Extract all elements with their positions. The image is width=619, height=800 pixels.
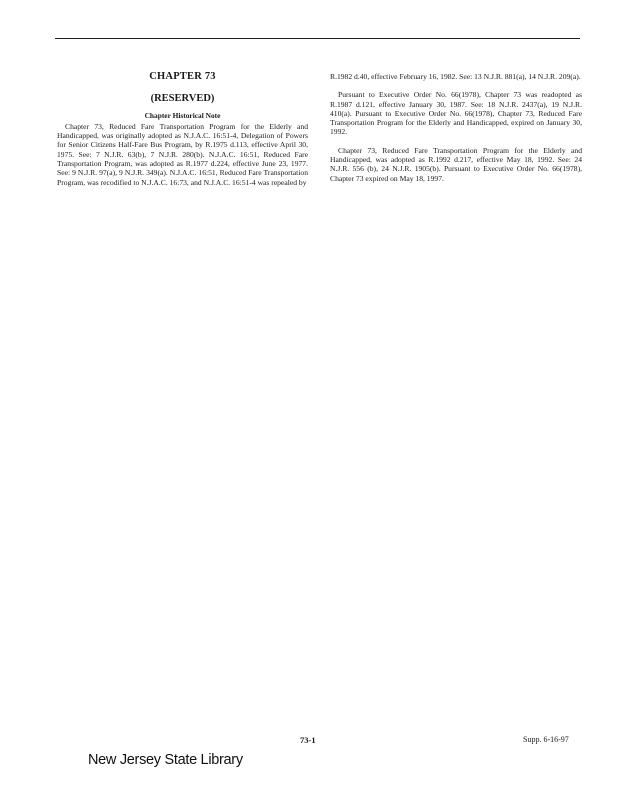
historical-note-continuation: R.1982 d.40, effective February 16, 1982. See: 13 N.J.R. 881(a), 14 N.J.R. 209(a). <box>330 72 581 81</box>
historical-note-heading: Chapter Historical Note <box>144 110 221 120</box>
adoption-expiration-paragraph: Chapter 73, Reduced Fare Transportation Program for the Elderly and Handicapped, was adopted as R.1992 d.217, effective May 18, 1992. See: 24 N.J.R. 556 (b), 24 N.J.R. 1905(b). Pursuant to Executive Order No. 66(1978), Chapter 73 expired on May 18, 1997. <box>330 145 582 183</box>
chapter-title: CHAPTER 73 <box>149 71 216 82</box>
page-number: 73-1 <box>300 735 316 745</box>
historical-note-paragraph: Chapter 73, Reduced Fare Transportation Program for the Elderly and Handicapped, was originally adopted as N.J.A.C. 16:51-4, Delegation of Powers for Senior Citizens Half-Fare Bus Program, by R.1975 d.113, effective April 30, 1975. See: 7 N.J.R. 63(b), 7 N.J.R. 280(b). N.J.A.C. 16:51, Reduced Fare Transportation Program, was adopted as R.1977 d.224, effective June 23, 1977. See: 9 N.J.R. 97(a), 9 N.J.R. 349(a). N.J.A.C. 16:51, Reduced Fare Transportation Program, was recodified to N.J.A.C. 16:73, and N.J.A.C. 16:51-4 was repealed by <box>57 121 308 187</box>
library-stamp: New Jersey State Library <box>88 752 243 768</box>
right-column <box>330 72 582 192</box>
left-column <box>57 72 308 187</box>
supplement-date: Supp. 6-16-97 <box>523 735 569 744</box>
header-rule <box>55 38 580 39</box>
reserved-label: (RESERVED) <box>150 93 215 105</box>
readoption-paragraph: Pursuant to Executive Order No. 66(1978), Chapter 73 was readopted as R.1987 d.121, effective January 30, 1987. See: 18 N.J.R. 2437(a), 19 N.J.R. 410(a). Pursuant to Executive Order No. 66(1978), Chapter 73, Reduced Fare Transportation Program for the Elderly and Handicapped, expired on January 30, 1992. <box>330 90 582 137</box>
